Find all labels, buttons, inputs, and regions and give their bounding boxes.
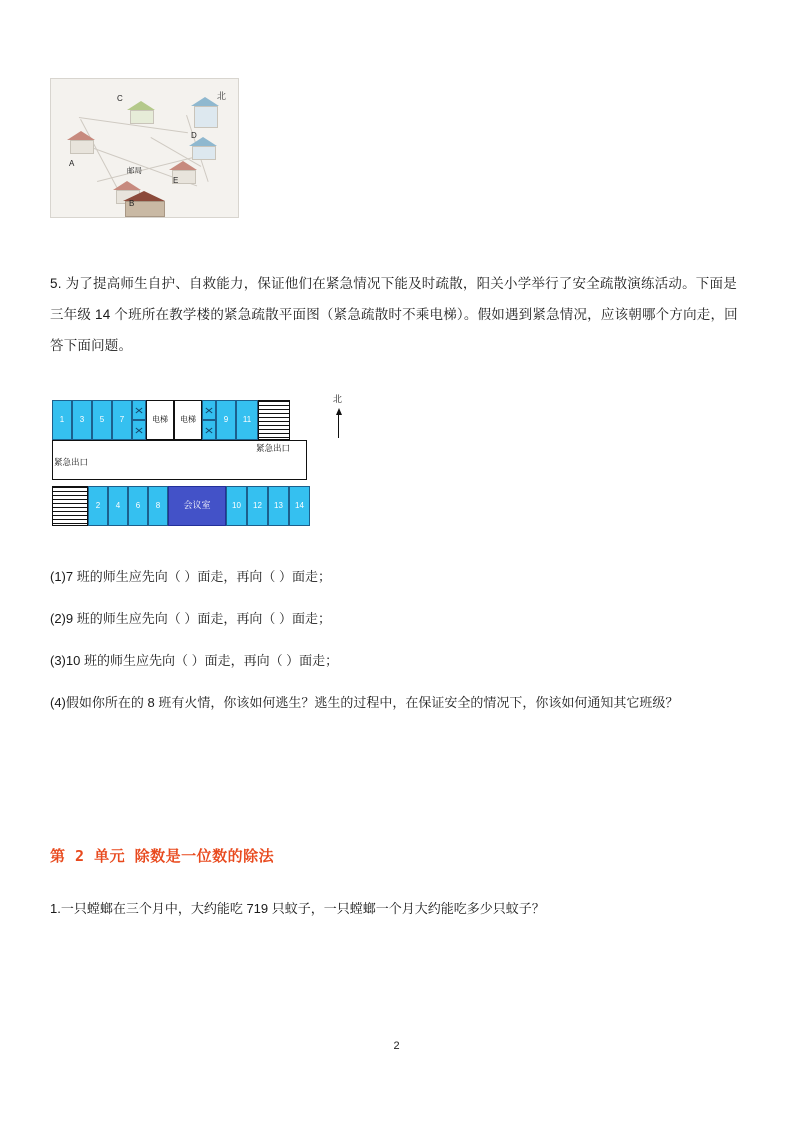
neighborhood-map-photo bbox=[50, 78, 239, 218]
lift-shaft-left-top bbox=[132, 400, 146, 420]
lift-shaft-right-top bbox=[202, 400, 216, 420]
meeting-room: 会议室 bbox=[168, 486, 226, 526]
elevator-left: 电梯 bbox=[146, 400, 174, 440]
map-label-post-office: 邮局 bbox=[127, 166, 142, 175]
unit-2-heading: 第 2 单元 除数是一位数的除法 bbox=[50, 847, 275, 865]
page-number: 2 bbox=[393, 1040, 400, 1052]
evacuation-floorplan bbox=[52, 392, 352, 542]
house-c bbox=[127, 101, 155, 124]
lift-shaft-right-bottom bbox=[202, 420, 216, 440]
room-7: 7 bbox=[112, 400, 132, 440]
room-10: 10 bbox=[226, 486, 247, 526]
room-13: 13 bbox=[268, 486, 289, 526]
house-d bbox=[189, 137, 217, 160]
map-label-a: A bbox=[69, 159, 75, 168]
room-9: 9 bbox=[216, 400, 236, 440]
room-12: 12 bbox=[247, 486, 268, 526]
map-compass-north: 北 bbox=[216, 91, 226, 101]
sub-question-1: (1)7 班的师生应先向（ ）面走，再向（ ）面走； bbox=[50, 569, 331, 584]
map-label-e: E bbox=[173, 176, 179, 185]
unit-2-question-1: 1.一只螳螂在三个月中，大约能吃 719 只蚊子，一只螳螂一个月大约能吃多少只蚊子？ bbox=[50, 901, 545, 916]
room-3: 3 bbox=[72, 400, 92, 440]
stairs-bottom-left bbox=[52, 486, 88, 526]
sub-question-2: (2)9 班的师生应先向（ ）面走，再向（ ）面走； bbox=[50, 611, 331, 626]
lift-shaft-left-bottom bbox=[132, 420, 146, 440]
elevator-right: 电梯 bbox=[174, 400, 202, 440]
sub-question-3: (3)10 班的师生应先向（ ）面走，再向（ ）面走； bbox=[50, 653, 339, 668]
house-top-right bbox=[191, 97, 219, 128]
room-1: 1 bbox=[52, 400, 72, 440]
map-label-b: B bbox=[129, 199, 135, 208]
house-a bbox=[67, 131, 95, 154]
sub-question-4: (4)假如你所在的 8 班有火情，你该如何逃生？逃生的过程中，在保证安全的情况下，你该如何通知其它班级？ bbox=[50, 695, 679, 710]
emergency-exit-label-left: 紧急出口 bbox=[54, 457, 89, 467]
north-arrow-stem bbox=[338, 414, 339, 438]
question-5-text: 5. 为了提高师生自护、自救能力，保证他们在紧急情况下能及时疏散，阳关小学举行了安全疏散演练活动。下面是三年级 14 个班所在教学楼的紧急疏散平面图（紧急疏散时不乘电梯）。假如遇到紧急情况，应该朝哪个方向走，回答下面问题。 bbox=[50, 276, 738, 353]
room-8: 8 bbox=[148, 486, 168, 526]
room-5: 5 bbox=[92, 400, 112, 440]
room-2: 2 bbox=[88, 486, 108, 526]
stairs-top-right bbox=[258, 400, 290, 440]
map-label-c: C bbox=[117, 94, 123, 103]
room-14: 14 bbox=[289, 486, 310, 526]
map-label-d: D bbox=[191, 131, 197, 140]
floorplan-north-label: 北 bbox=[333, 394, 343, 404]
room-6: 6 bbox=[128, 486, 148, 526]
room-11: 11 bbox=[236, 400, 258, 440]
emergency-exit-label-right: 紧急出口 bbox=[256, 443, 291, 453]
room-4: 4 bbox=[108, 486, 128, 526]
north-arrow-head bbox=[336, 408, 342, 415]
